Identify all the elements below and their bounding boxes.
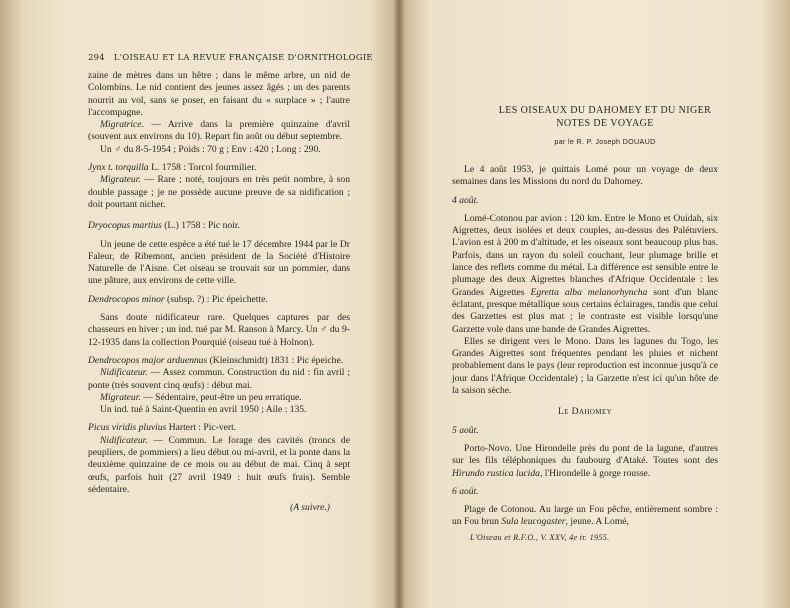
- paragraph: Sans doute nidificateur rare. Quelques captures par des chasseurs en hiver ; un ind. tué par M. Ranson à Marcy. Un ♂ du 9-12-1935 dans la collection Pourquié (oiseau tué à Holnon).: [88, 312, 350, 348]
- paragraph: Migratrice. — Arrive dans la première quinzaine d'avril (souvent aux environs du 10). Repart fin août ou début septembre.: [88, 119, 350, 143]
- species-name: Jynx t. torquilla: [88, 162, 149, 174]
- author-byline: par le R. P. Joseph DOUAUD: [554, 137, 656, 146]
- date-heading: 4 août.: [452, 194, 479, 206]
- to-be-continued: (A suivre.): [290, 502, 330, 514]
- status-label: Migrateur.: [100, 391, 141, 403]
- status-label: Migratrice.: [100, 119, 144, 131]
- status-label: Migrateur.: [100, 174, 141, 186]
- left-text-column: [88, 70, 350, 515]
- date-heading: 6 août.: [452, 485, 479, 497]
- paragraph: Un ♂ du 8-5-1954 ; Poids : 70 g ; Env : 420 ; Long : 290.: [100, 143, 321, 155]
- species-name: Dendrocopos major arduennus: [88, 354, 208, 366]
- right-text-column: [452, 164, 718, 529]
- intro-paragraph: Le 4 août 1953, je quittais Lomé pour un voyage de deux semaines dans les Missions du nord du Dahomey.: [452, 164, 718, 188]
- species-heading: Picus viridis pluvius Hartert : Pic-vert.: [88, 422, 237, 434]
- running-head-title: L'OISEAU ET LA REVUE FRANÇAISE D'ORNITHOLOGIE: [113, 52, 373, 62]
- species-name: Dryocopus martius: [88, 220, 162, 232]
- paragraph: Plage de Cotonou. Au large un Fou pêche, entièrement sombre : un Fou brun Sula leucogaster, jeune. A Lomé,: [452, 504, 718, 528]
- section-heading: Le Dahomey: [557, 406, 613, 418]
- status-label: Nidificateur.: [100, 434, 148, 446]
- species-name: Hirundo rustica lucida: [452, 467, 540, 479]
- species-heading: Dendrocopos major arduennus (Kleinschmidt) 1831 : Pic épeiche.: [88, 354, 344, 366]
- paragraph: Migrateur. — Sédentaire, peut-être un peu erratique.: [100, 391, 302, 403]
- running-header: [88, 52, 373, 62]
- paragraph: Migrateur. — Rare ; noté, toujours en très petit nombre, à son double passage ; je ne possède aucune preuve de sa nidification ; doit pourtant nicher.: [88, 174, 350, 210]
- paragraph: Nidificateur. — Assez commun. Construction du nid : fin avril ; ponte (très souvent cinq œufs) : début mai.: [88, 367, 350, 391]
- paragraph: zaine de mètres dans un hêtre ; dans le même arbre, un nid de Colombins. Le nid contient des jeunes assez âgés ; un des parents nourrit au vol, sans se poser, en faisant du « surplace » ; l'autre l'accompagne.: [88, 70, 350, 118]
- paragraph: Nidificateur. — Commun. Le forage des cavités (troncs de peupliers, de pommiers) a lieu début ou mi-avril, et la ponte dans la deuxième quinzaine de ce mois ou au début de mai. Cinq à sept œufs, parfois huit (27 avril 1949 : huit œufs frais). Semble sédentaire.: [88, 434, 350, 495]
- species-name: Picus viridis pluvius: [88, 422, 167, 434]
- species-name: Sula leucogaster: [501, 516, 566, 528]
- species-heading: Jynx t. torquilla L. 1758 : Torcol fourmilier.: [88, 162, 257, 174]
- species-name: Egretta alba melanorhyncha: [530, 286, 648, 298]
- paragraph: Elles se dirigent vers le Mono. Dans les lagunes du Togo, les Grandes Aigrettes sont fréquentes pendant les pluies et nichent probablement dans le pays (leur reproduction est inconnue jusqu'à ce jour dans l'Afrique Occidentale) ; la Garzette n'est ici qu'un hôte de la saison sèche.: [452, 335, 718, 397]
- paragraph: Lomé-Cotonou par avion : 120 km. Entre le Mono et Ouidah, six Aigrettes, deux isolées et deux couples, au-dessus des Palétuviers. L'avion est à 200 m d'altitude, et les oiseaux sont beaucoup plus bas. Parfois, dans un rayon du soleil couchant, leur plumage brille et lance des reflets comme du métal. La différence est sensible entre le plumage des deux Aigrettes blanches d'Afrique Occidentale : les Grandes Aigrettes Egretta alba melanorhyncha sont d'un blanc éclatant, presque métallique sous certains éclairages, tandis que celui des Garzettes est plus mat ; le contraste est visible lorsqu'une Garzette vole dans une bande de Grandes Aigrettes.: [452, 212, 718, 335]
- page-number: 294: [88, 52, 105, 62]
- article-title-line-1: LES OISEAUX DU DAHOMEY ET DU NIGER: [498, 105, 712, 116]
- paragraph: Un jeune de cette espèce a été tué le 17 décembre 1944 par le Dr Faleur, de Ribemont, ancien président de la Société d'Histoire Naturelle de l'Aisne. Cet oiseau se trouvait sur un pommier, dans une pâture, aux environs de cette ville.: [88, 238, 350, 287]
- species-heading: Dryocopus martius (L.) 1758 : Pic noir.: [88, 220, 240, 232]
- right-page: [400, 0, 790, 608]
- species-name: Dendrocopos minor: [88, 293, 165, 305]
- journal-footer: L'Oiseau et R.F.O., V. XXV, 4e tr. 1955.: [470, 533, 610, 542]
- article-title: [460, 104, 750, 130]
- species-heading: Dendrocopos minor (subsp. ?) : Pic épeichette.: [88, 293, 268, 305]
- date-heading: 5 août.: [452, 424, 479, 436]
- article-title-line-2: NOTES DE VOYAGE: [556, 118, 654, 129]
- paragraph: Porto-Novo. Une Hirondelle près du pont de la lagune, d'autres sur les fils téléphoniques du faubourg d'Ataké. Toutes sont des Hirundo rustica lucida, l'Hirondelle à gorge rousse.: [452, 442, 718, 479]
- paragraph: Un ind. tué à Saint-Quentin en avril 1950 ; Aile : 135.: [100, 404, 307, 416]
- status-label: Nidificateur.: [100, 367, 148, 379]
